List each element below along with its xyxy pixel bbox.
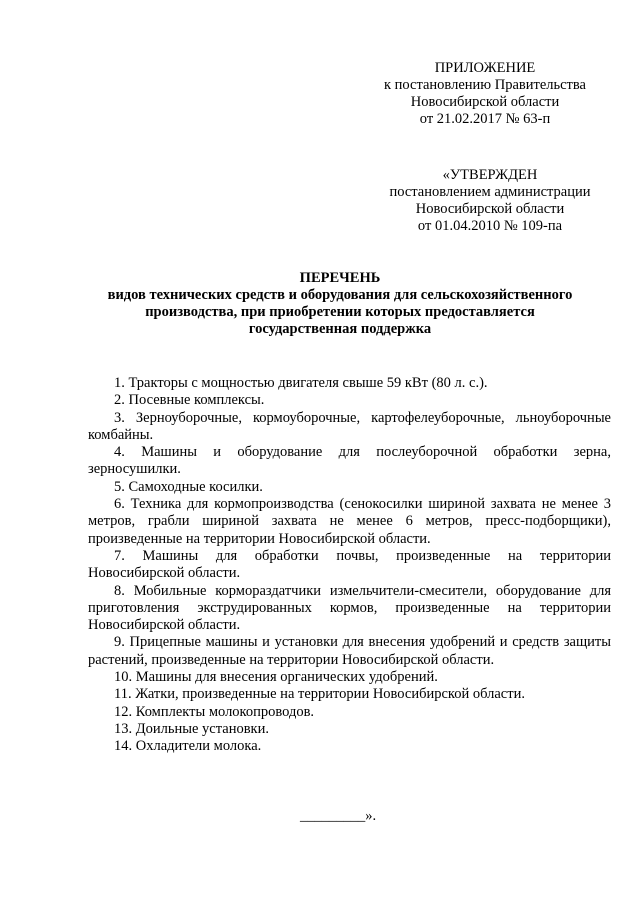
list-item: 9. Прицепные машины и установки для внесения удобрений и средств защиты растений, произведенные на территории Новосибирской области. — [88, 634, 611, 668]
approved-line: от 01.04.2010 № 109-па — [417, 218, 563, 234]
heading-line: видов технических средств и оборудования для сельскохозяйственного — [107, 287, 573, 303]
list-item: 5. Самоходные косилки. — [114, 478, 263, 495]
list-item: 11. Жатки, произведенные на территории Новосибирской области. — [114, 686, 525, 703]
document-heading — [70, 270, 610, 338]
list-item: 4. Машины и оборудование для послеуборочной обработки зерна, зерносушилки. — [88, 444, 611, 478]
appendix-line: к постановлению Правительства — [384, 77, 586, 93]
list-item: 10. Машины для внесения органических удобрений. — [114, 669, 438, 686]
approved-title: «УТВЕРЖДЕН — [442, 167, 538, 183]
list-item: 2. Посевные комплексы. — [114, 392, 265, 409]
approved-line: Новосибирской области — [415, 201, 565, 217]
closing-line: _________». — [300, 808, 377, 824]
equipment-list — [88, 375, 611, 756]
appendix-block — [360, 60, 610, 128]
approved-line: постановлением администрации — [389, 184, 591, 200]
heading-line: государственная поддержка — [248, 321, 432, 337]
appendix-line: Новосибирской области — [410, 94, 560, 110]
list-item: 13. Доильные установки. — [114, 720, 269, 737]
heading-title: ПЕРЕЧЕНЬ — [299, 270, 381, 286]
list-item: 1. Тракторы с мощностью двигателя свыше 59 кВт (80 л. с.). — [114, 375, 488, 391]
list-item: 14. Охладители молока. — [114, 738, 262, 755]
list-item: 7. Машины для обработки почвы, произведенные на территории Новосибирской области. — [88, 547, 611, 582]
appendix-title: ПРИЛОЖЕНИЕ — [434, 60, 536, 76]
list-item: 3. Зерноуборочные, кормоуборочные, картофелеуборочные, льноуборочные комбайны. — [88, 409, 611, 443]
heading-line: производства, при приобретении которых предоставляется — [145, 304, 535, 320]
list-item: 12. Комплекты молокопроводов. — [114, 703, 315, 720]
list-item: 8. Мобильные кормораздатчики измельчители-смесители, оборудование для приготовления экструдированных кормов, произведенные на территории Новосибирской области. — [88, 582, 611, 634]
appendix-line: от 21.02.2017 № 63-п — [419, 111, 551, 127]
list-item: 6. Техника для кормопроизводства (сенокосилки шириной захвата не менее 3 метров, грабли шириной захвата не менее 6 метров, пресс-подборщики), произведенные на территории Новосибирской области. — [88, 496, 611, 547]
approved-block — [370, 167, 610, 235]
